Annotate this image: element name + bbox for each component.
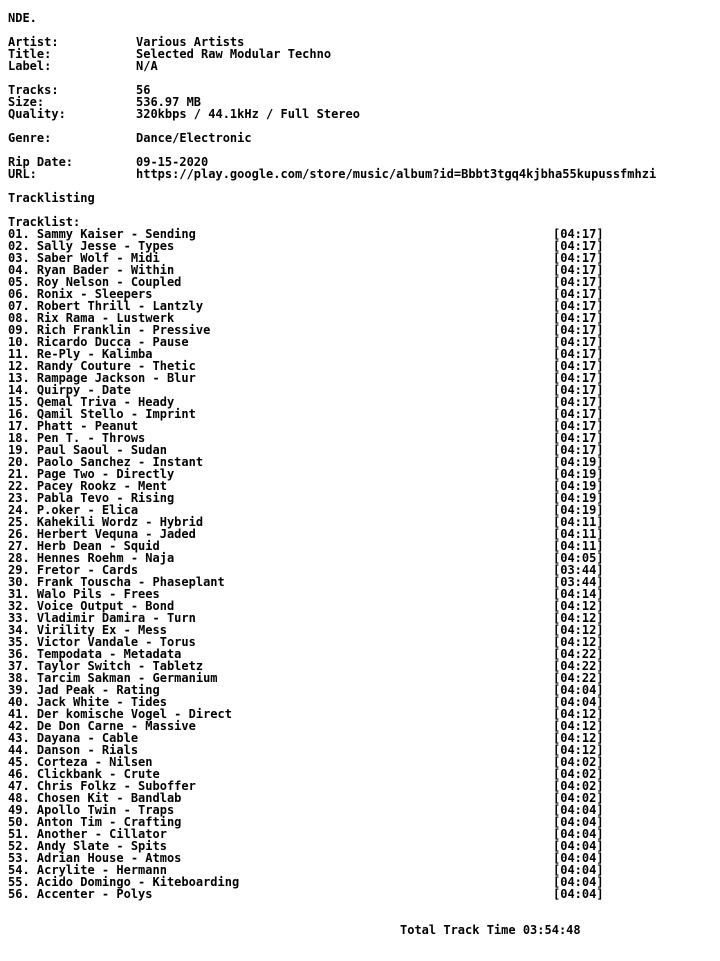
track-name: Page Two - Directly bbox=[36, 467, 175, 481]
track-title: 40. Jack White - Tides bbox=[8, 695, 167, 709]
track-duration: [04:04] bbox=[553, 875, 604, 889]
track-name: Quirpy - Date bbox=[36, 383, 131, 397]
track-title: 30. Frank Touscha - Phaseplant bbox=[8, 575, 225, 589]
track-duration: [04:02] bbox=[553, 755, 604, 769]
track-number: 01 bbox=[8, 227, 23, 241]
track-title: 50. Anton Tim - Crafting bbox=[8, 815, 182, 829]
track-title: 13. Rampage Jackson - Blur bbox=[8, 371, 196, 385]
artist-label: Artist: bbox=[8, 35, 59, 49]
track-title: 39. Jad Peak - Rating bbox=[8, 683, 160, 697]
track-duration: [04:04] bbox=[553, 839, 604, 853]
track-duration: [04:17] bbox=[553, 251, 604, 265]
track-title: 24. P.oker - Elica bbox=[8, 503, 139, 517]
url-value[interactable]: https://play.google.com/store/music/album?id=Bbbt3tgq4kjbha55kupussfmhzi bbox=[136, 167, 657, 181]
track-number: 20 bbox=[8, 455, 23, 469]
track-name: Accenter - Polys bbox=[36, 887, 153, 901]
track-title: 44. Danson - Rials bbox=[8, 743, 139, 757]
title-label: Title: bbox=[8, 47, 52, 61]
track-name: Chosen Kit - Bandlab bbox=[36, 791, 182, 805]
label-label: Label: bbox=[8, 59, 52, 73]
track-title: 35. Victor Vandale - Torus bbox=[8, 635, 196, 649]
track-duration: [04:17] bbox=[553, 287, 604, 301]
track-duration: [04:04] bbox=[553, 803, 604, 817]
track-name: Jad Peak - Rating bbox=[36, 683, 160, 697]
track-name: Corteza - Nilsen bbox=[36, 755, 153, 769]
tracks-row bbox=[8, 84, 720, 96]
track-title: 25. Kahekili Wordz - Hybrid bbox=[8, 515, 204, 529]
track-number: 02 bbox=[8, 239, 23, 253]
track-name: Pacey Rookz - Ment bbox=[36, 479, 167, 493]
label-row bbox=[8, 60, 720, 72]
track-title: 12. Randy Couture - Thetic bbox=[8, 359, 196, 373]
track-title: 15. Qemal Triva - Heady bbox=[8, 395, 175, 409]
track-number: 49 bbox=[8, 803, 23, 817]
track-name: Roy Nelson - Coupled bbox=[36, 275, 182, 289]
track-duration: [04:02] bbox=[553, 791, 604, 805]
track-number: 10 bbox=[8, 335, 23, 349]
track-title: 55. Acido Domingo - Kiteboarding bbox=[8, 875, 240, 889]
track-number: 48 bbox=[8, 791, 23, 805]
nfo-document bbox=[8, 12, 720, 936]
track-name: Another - Cillator bbox=[36, 827, 167, 841]
track-name: Robert Thrill - Lantzly bbox=[36, 299, 204, 313]
track-number: 19 bbox=[8, 443, 23, 457]
track-title: 36. Tempodata - Metadata bbox=[8, 647, 182, 661]
track-duration: [04:17] bbox=[553, 407, 604, 421]
size-row bbox=[8, 96, 720, 108]
title-value: Selected Raw Modular Techno bbox=[136, 47, 332, 61]
track-title: 49. Apollo Twin - Traps bbox=[8, 803, 175, 817]
track-number: 13 bbox=[8, 371, 23, 385]
tracklist-label: Tracklist: bbox=[8, 215, 81, 229]
track-name: Der komische Vogel - Direct bbox=[36, 707, 232, 721]
track-name: Danson - Rials bbox=[36, 743, 139, 757]
track-name: Paolo Sanchez - Instant bbox=[36, 455, 204, 469]
track-duration: [04:14] bbox=[553, 587, 604, 601]
track-number: 14 bbox=[8, 383, 23, 397]
track-number: 50 bbox=[8, 815, 23, 829]
track-duration: [04:17] bbox=[553, 275, 604, 289]
track-title: 20. Paolo Sanchez - Instant bbox=[8, 455, 204, 469]
track-title: 23. Pabla Tevo - Rising bbox=[8, 491, 175, 505]
tracks-value: 56 bbox=[136, 83, 151, 97]
track-title: 10. Ricardo Ducca - Pause bbox=[8, 335, 189, 349]
track-number: 54 bbox=[8, 863, 23, 877]
track-title: 48. Chosen Kit - Bandlab bbox=[8, 791, 182, 805]
track-duration: [04:19] bbox=[553, 491, 604, 505]
track-number: 56 bbox=[8, 887, 23, 901]
track-number: 12 bbox=[8, 359, 23, 373]
track-number: 55 bbox=[8, 875, 23, 889]
track-title: 01. Sammy Kaiser - Sending bbox=[8, 227, 196, 241]
track-duration: [04:12] bbox=[553, 635, 604, 649]
track-title: 38. Tarcim Sakman - Germanium bbox=[8, 671, 218, 685]
track-duration: [04:17] bbox=[553, 383, 604, 397]
track-title: 21. Page Two - Directly bbox=[8, 467, 175, 481]
track-number: 15 bbox=[8, 395, 23, 409]
track-duration: [04:12] bbox=[553, 719, 604, 733]
track-name: Qamil Stello - Imprint bbox=[36, 407, 196, 421]
header-line: NDE. bbox=[8, 11, 37, 25]
track-duration: [04:17] bbox=[553, 299, 604, 313]
genre-value: Dance/Electronic bbox=[136, 131, 252, 145]
track-number: 03 bbox=[8, 251, 23, 265]
track-title: 03. Saber Wolf - Midi bbox=[8, 251, 160, 265]
track-title: 19. Paul Saoul - Sudan bbox=[8, 443, 167, 457]
track-name: De Don Carne - Massive bbox=[36, 719, 196, 733]
track-duration: [04:12] bbox=[553, 707, 604, 721]
track-name: Rich Franklin - Pressive bbox=[36, 323, 211, 337]
track-title: 46. Clickbank - Crute bbox=[8, 767, 160, 781]
total-track-time: Total Track Time 03:54:48 bbox=[400, 923, 581, 937]
tracklist bbox=[8, 228, 720, 900]
track-row bbox=[8, 888, 720, 900]
track-number: 28 bbox=[8, 551, 23, 565]
track-title: 41. Der komische Vogel - Direct bbox=[8, 707, 232, 721]
track-duration: [04:17] bbox=[553, 371, 604, 385]
track-duration: [04:04] bbox=[553, 695, 604, 709]
track-name: Victor Vandale - Torus bbox=[36, 635, 196, 649]
track-number: 30 bbox=[8, 575, 23, 589]
track-duration: [04:19] bbox=[553, 503, 604, 517]
track-duration: [04:17] bbox=[553, 335, 604, 349]
genre-row bbox=[8, 132, 720, 144]
track-duration: [04:17] bbox=[553, 419, 604, 433]
track-duration: [04:11] bbox=[553, 527, 604, 541]
title-row bbox=[8, 48, 720, 60]
track-name: Voice Output - Bond bbox=[36, 599, 175, 613]
track-duration: [04:12] bbox=[553, 731, 604, 745]
track-title: 54. Acrylite - Hermann bbox=[8, 863, 167, 877]
ripdate-value: 09-15-2020 bbox=[136, 155, 209, 169]
track-title: 31. Walo Pils - Frees bbox=[8, 587, 160, 601]
track-number: 42 bbox=[8, 719, 23, 733]
track-number: 52 bbox=[8, 839, 23, 853]
track-duration: [04:04] bbox=[553, 827, 604, 841]
track-title: 14. Quirpy - Date bbox=[8, 383, 131, 397]
track-number: 37 bbox=[8, 659, 23, 673]
track-name: Acrylite - Hermann bbox=[36, 863, 167, 877]
track-duration: [04:12] bbox=[553, 611, 604, 625]
track-duration: [04:19] bbox=[553, 479, 604, 493]
track-name: Ricardo Ducca - Pause bbox=[36, 335, 189, 349]
track-number: 17 bbox=[8, 419, 23, 433]
track-name: Rix Rama - Lustwerk bbox=[36, 311, 175, 325]
track-number: 36 bbox=[8, 647, 23, 661]
track-name: Andy Slate - Spits bbox=[36, 839, 167, 853]
url-label: URL: bbox=[8, 167, 37, 181]
track-title: 51. Another - Cillator bbox=[8, 827, 167, 841]
track-duration: [04:17] bbox=[553, 443, 604, 457]
track-title: 52. Andy Slate - Spits bbox=[8, 839, 167, 853]
track-title: 17. Phatt - Peanut bbox=[8, 419, 139, 433]
url-row bbox=[8, 168, 720, 180]
track-number: 11 bbox=[8, 347, 23, 361]
track-duration: [03:44] bbox=[553, 563, 604, 577]
track-number: 18 bbox=[8, 431, 23, 445]
quality-row bbox=[8, 108, 720, 120]
track-name: Apollo Twin - Traps bbox=[36, 803, 175, 817]
track-duration: [04:11] bbox=[553, 515, 604, 529]
track-title: 04. Ryan Bader - Within bbox=[8, 263, 175, 277]
track-title: 28. Hennes Roehm - Naja bbox=[8, 551, 175, 565]
track-title: 16. Qamil Stello - Imprint bbox=[8, 407, 196, 421]
track-number: 07 bbox=[8, 299, 23, 313]
label-value: N/A bbox=[136, 59, 158, 73]
artist-value: Various Artists bbox=[136, 35, 245, 49]
track-number: 21 bbox=[8, 467, 23, 481]
artist-row bbox=[8, 36, 720, 48]
track-name: Paul Saoul - Sudan bbox=[36, 443, 167, 457]
track-title: 07. Robert Thrill - Lantzly bbox=[8, 299, 204, 313]
track-name: Ryan Bader - Within bbox=[36, 263, 175, 277]
track-number: 46 bbox=[8, 767, 23, 781]
track-name: Kahekili Wordz - Hybrid bbox=[36, 515, 204, 529]
track-duration: [04:22] bbox=[553, 671, 604, 685]
track-title: 06. Ronix - Sleepers bbox=[8, 287, 153, 301]
track-duration: [04:04] bbox=[553, 887, 604, 901]
track-duration: [04:19] bbox=[553, 455, 604, 469]
track-duration: [04:12] bbox=[553, 599, 604, 613]
track-name: Virility Ex - Mess bbox=[36, 623, 167, 637]
track-number: 06 bbox=[8, 287, 23, 301]
track-name: Frank Touscha - Phaseplant bbox=[36, 575, 225, 589]
track-duration: [04:17] bbox=[553, 395, 604, 409]
track-duration: [04:12] bbox=[553, 743, 604, 757]
track-title: 53. Adrian House - Atmos bbox=[8, 851, 182, 865]
track-title: 32. Voice Output - Bond bbox=[8, 599, 175, 613]
track-number: 26 bbox=[8, 527, 23, 541]
track-number: 44 bbox=[8, 743, 23, 757]
track-name: Rampage Jackson - Blur bbox=[36, 371, 196, 385]
track-duration: [04:17] bbox=[553, 263, 604, 277]
track-name: Phatt - Peanut bbox=[36, 419, 139, 433]
track-number: 08 bbox=[8, 311, 23, 325]
track-duration: [04:17] bbox=[553, 431, 604, 445]
total-row bbox=[8, 924, 720, 936]
track-name: Sammy Kaiser - Sending bbox=[36, 227, 196, 241]
track-duration: [04:17] bbox=[553, 323, 604, 337]
track-duration: [04:04] bbox=[553, 683, 604, 697]
track-name: Qemal Triva - Heady bbox=[36, 395, 175, 409]
track-title: 43. Dayana - Cable bbox=[8, 731, 139, 745]
track-number: 45 bbox=[8, 755, 23, 769]
track-number: 23 bbox=[8, 491, 23, 505]
track-number: 51 bbox=[8, 827, 23, 841]
track-name: Pabla Tevo - Rising bbox=[36, 491, 175, 505]
track-number: 25 bbox=[8, 515, 23, 529]
track-name: Re-Ply - Kalimba bbox=[36, 347, 153, 361]
track-title: 05. Roy Nelson - Coupled bbox=[8, 275, 182, 289]
track-title: 22. Pacey Rookz - Ment bbox=[8, 479, 167, 493]
tracks-label: Tracks: bbox=[8, 83, 59, 97]
track-title: 29. Fretor - Cards bbox=[8, 563, 139, 577]
track-number: 04 bbox=[8, 263, 23, 277]
track-number: 27 bbox=[8, 539, 23, 553]
track-number: 43 bbox=[8, 731, 23, 745]
track-number: 32 bbox=[8, 599, 23, 613]
track-name: Jack White - Tides bbox=[36, 695, 167, 709]
track-title: 11. Re-Ply - Kalimba bbox=[8, 347, 153, 361]
quality-value: 320kbps / 44.1kHz / Full Stereo bbox=[136, 107, 360, 121]
track-duration: [04:12] bbox=[553, 623, 604, 637]
track-number: 22 bbox=[8, 479, 23, 493]
size-label: Size: bbox=[8, 95, 45, 109]
track-duration: [04:22] bbox=[553, 659, 604, 673]
track-duration: [04:22] bbox=[553, 647, 604, 661]
track-name: Taylor Switch - Tabletz bbox=[36, 659, 204, 673]
track-name: Fretor - Cards bbox=[36, 563, 139, 577]
track-name: Ronix - Sleepers bbox=[36, 287, 153, 301]
track-duration: [04:19] bbox=[553, 467, 604, 481]
track-title: 02. Sally Jesse - Types bbox=[8, 239, 175, 253]
track-title: 47. Chris Folkz - Suboffer bbox=[8, 779, 196, 793]
track-number: 38 bbox=[8, 671, 23, 685]
track-duration: [04:04] bbox=[553, 863, 604, 877]
track-title: 27. Herb Dean - Squid bbox=[8, 539, 160, 553]
track-number: 09 bbox=[8, 323, 23, 337]
track-name: Clickbank - Crute bbox=[36, 767, 160, 781]
track-name: Chris Folkz - Suboffer bbox=[36, 779, 196, 793]
track-name: Dayana - Cable bbox=[36, 731, 139, 745]
track-duration: [04:02] bbox=[553, 767, 604, 781]
track-duration: [04:11] bbox=[553, 539, 604, 553]
track-number: 40 bbox=[8, 695, 23, 709]
track-name: Pen T. - Throws bbox=[36, 431, 146, 445]
track-duration: [04:02] bbox=[553, 779, 604, 793]
track-title: 45. Corteza - Nilsen bbox=[8, 755, 153, 769]
track-duration: [04:17] bbox=[553, 347, 604, 361]
track-name: P.oker - Elica bbox=[36, 503, 139, 517]
genre-label: Genre: bbox=[8, 131, 52, 145]
track-duration: [04:17] bbox=[553, 227, 604, 241]
track-number: 47 bbox=[8, 779, 23, 793]
track-name: Tempodata - Metadata bbox=[36, 647, 182, 661]
size-value: 536.97 MB bbox=[136, 95, 202, 109]
track-duration: [03:44] bbox=[553, 575, 604, 589]
track-title: 42. De Don Carne - Massive bbox=[8, 719, 196, 733]
track-name: Anton Tim - Crafting bbox=[36, 815, 182, 829]
track-number: 29 bbox=[8, 563, 23, 577]
track-duration: [04:04] bbox=[553, 815, 604, 829]
track-duration: [04:17] bbox=[553, 239, 604, 253]
track-name: Herbert Vequna - Jaded bbox=[36, 527, 196, 541]
track-number: 05 bbox=[8, 275, 23, 289]
track-title: 09. Rich Franklin - Pressive bbox=[8, 323, 211, 337]
track-title: 37. Taylor Switch - Tabletz bbox=[8, 659, 204, 673]
track-title: 08. Rix Rama - Lustwerk bbox=[8, 311, 175, 325]
track-name: Vladimir Damira - Turn bbox=[36, 611, 196, 625]
track-title: 18. Pen T. - Throws bbox=[8, 431, 146, 445]
track-name: Herb Dean - Squid bbox=[36, 539, 160, 553]
track-name: Sally Jesse - Types bbox=[36, 239, 175, 253]
track-title: 33. Vladimir Damira - Turn bbox=[8, 611, 196, 625]
track-name: Hennes Roehm - Naja bbox=[36, 551, 175, 565]
track-number: 34 bbox=[8, 623, 23, 637]
track-name: Acido Domingo - Kiteboarding bbox=[36, 875, 240, 889]
track-title: 56. Accenter - Polys bbox=[8, 887, 153, 901]
track-number: 33 bbox=[8, 611, 23, 625]
track-number: 16 bbox=[8, 407, 23, 421]
track-number: 53 bbox=[8, 851, 23, 865]
track-name: Tarcim Sakman - Germanium bbox=[36, 671, 218, 685]
track-name: Randy Couture - Thetic bbox=[36, 359, 196, 373]
track-name: Adrian House - Atmos bbox=[36, 851, 182, 865]
ripdate-label: Rip Date: bbox=[8, 155, 74, 169]
quality-label: Quality: bbox=[8, 107, 66, 121]
track-number: 24 bbox=[8, 503, 23, 517]
track-number: 31 bbox=[8, 587, 23, 601]
track-title: 34. Virility Ex - Mess bbox=[8, 623, 167, 637]
tracklisting-heading: Tracklisting bbox=[8, 191, 95, 205]
track-number: 35 bbox=[8, 635, 23, 649]
track-number: 41 bbox=[8, 707, 23, 721]
track-duration: [04:04] bbox=[553, 851, 604, 865]
track-name: Walo Pils - Frees bbox=[36, 587, 160, 601]
track-name: Saber Wolf - Midi bbox=[36, 251, 160, 265]
track-number: 39 bbox=[8, 683, 23, 697]
track-duration: [04:17] bbox=[553, 359, 604, 373]
track-title: 26. Herbert Vequna - Jaded bbox=[8, 527, 196, 541]
track-duration: [04:05] bbox=[553, 551, 604, 565]
track-duration: [04:17] bbox=[553, 311, 604, 325]
